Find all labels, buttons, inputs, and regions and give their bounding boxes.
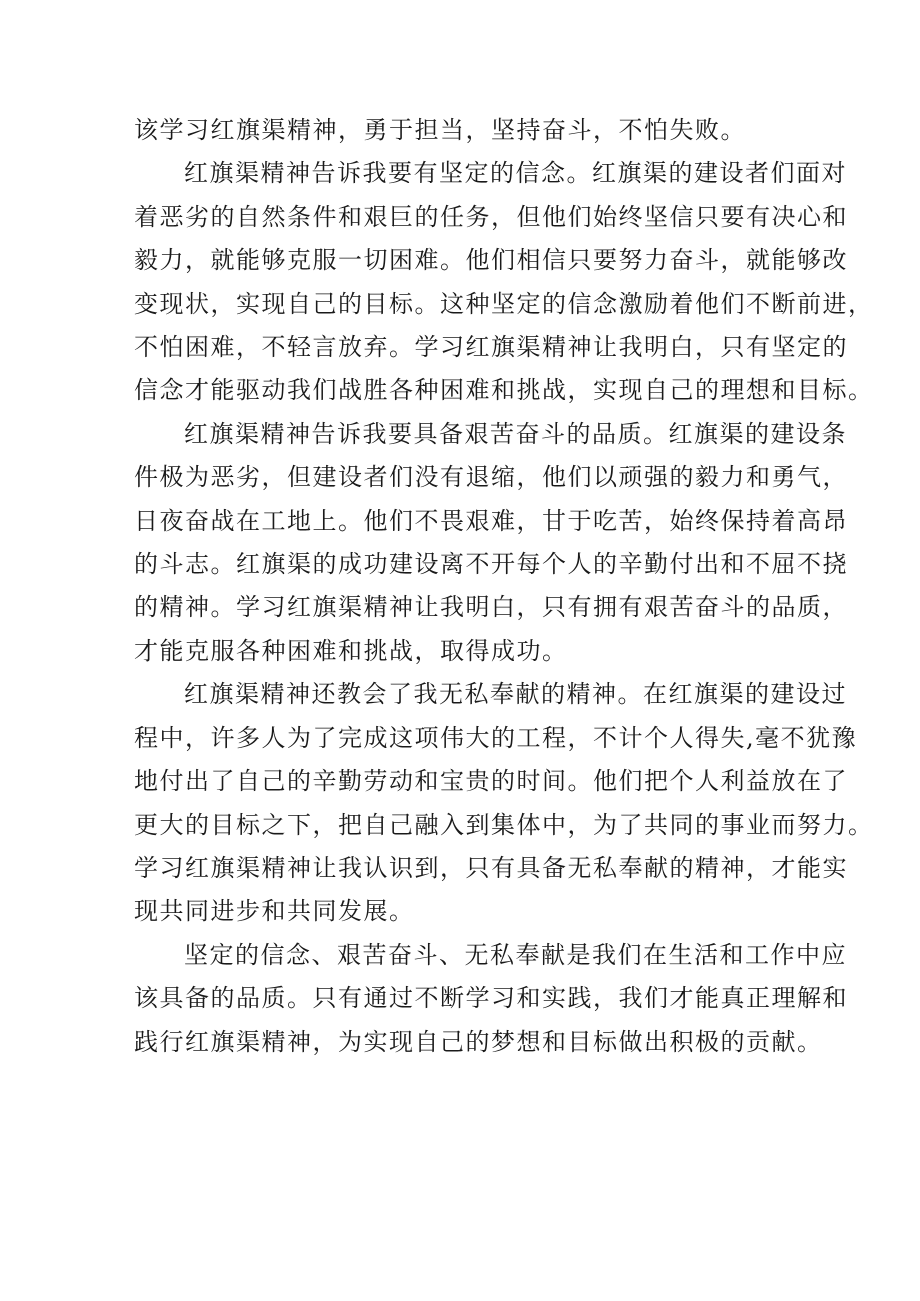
text-line: 践行红旗渠精神，为实现自己的梦想和目标做出积极的贡献。 bbox=[134, 1027, 823, 1056]
text-line: 该具备的品质。只有通过不断学习和实践，我们才能真正理解和 bbox=[134, 984, 848, 1013]
text-line: 变现状，实现自己的目标。这种坚定的信念激励着他们不断前进， bbox=[134, 289, 874, 318]
text-line: 日夜奋战在工地上。他们不畏艰难，甘于吃苦，始终保持着高昂 bbox=[134, 506, 848, 535]
paragraph-2 bbox=[134, 152, 874, 412]
paragraph-1 bbox=[134, 109, 810, 152]
text-line: 不怕困难，不轻言放弃。学习红旗渠精神让我明白，只有坚定的 bbox=[134, 333, 848, 362]
text-line: 红旗渠精神告诉我要有坚定的信念。红旗渠的建设者们面对 bbox=[184, 159, 847, 188]
text-line: 地付出了自己的辛勤劳动和宝贵的时间。他们把个人利益放在了 bbox=[134, 767, 848, 796]
text-line: 红旗渠精神告诉我要具备艰苦奋斗的品质。红旗渠的建设条 bbox=[184, 419, 847, 448]
text-line: 红旗渠精神还教会了我无私奉献的精神。在红旗渠的建设过 bbox=[184, 680, 847, 709]
text-line: 更大的目标之下，把自己融入到集体中，为了共同的事业而努力。 bbox=[134, 810, 874, 839]
text-line: 坚定的信念、艰苦奋斗、无私奉献是我们在生活和工作中应 bbox=[184, 940, 847, 969]
text-line: 现共同进步和共同发展。 bbox=[134, 897, 415, 926]
text-line: 程中，许多人为了完成这项伟大的工程，不计个人得失,毫不犹豫 bbox=[134, 723, 858, 752]
text-line: 的斗志。红旗渠的成功建设离不开每个人的辛勤付出和不屈不挠 bbox=[134, 550, 848, 579]
paragraph-3 bbox=[134, 413, 848, 673]
text-line: 件极为恶劣，但建设者们没有退缩，他们以顽强的毅力和勇气， bbox=[134, 463, 848, 492]
paragraph-4 bbox=[134, 673, 874, 933]
text-line: 该学习红旗渠精神，勇于担当，坚持奋斗，不怕失败。 bbox=[134, 116, 746, 144]
document-body bbox=[134, 109, 874, 1064]
text-line: 才能克服各种困难和挑战，取得成功。 bbox=[134, 636, 568, 665]
text-line: 学习红旗渠精神让我认识到，只有具备无私奉献的精神，才能实 bbox=[134, 853, 848, 882]
paragraph-5 bbox=[134, 934, 848, 1064]
text-line: 毅力，就能够克服一切困难。他们相信只要努力奋斗，就能够改 bbox=[134, 246, 848, 275]
text-line: 信念才能驱动我们战胜各种困难和挑战，实现自己的理想和目标。 bbox=[134, 376, 874, 405]
text-line: 着恶劣的自然条件和艰巨的任务，但他们始终坚信只要有决心和 bbox=[134, 202, 848, 231]
text-line: 的精神。学习红旗渠精神让我明白，只有拥有艰苦奋斗的品质， bbox=[134, 593, 848, 622]
